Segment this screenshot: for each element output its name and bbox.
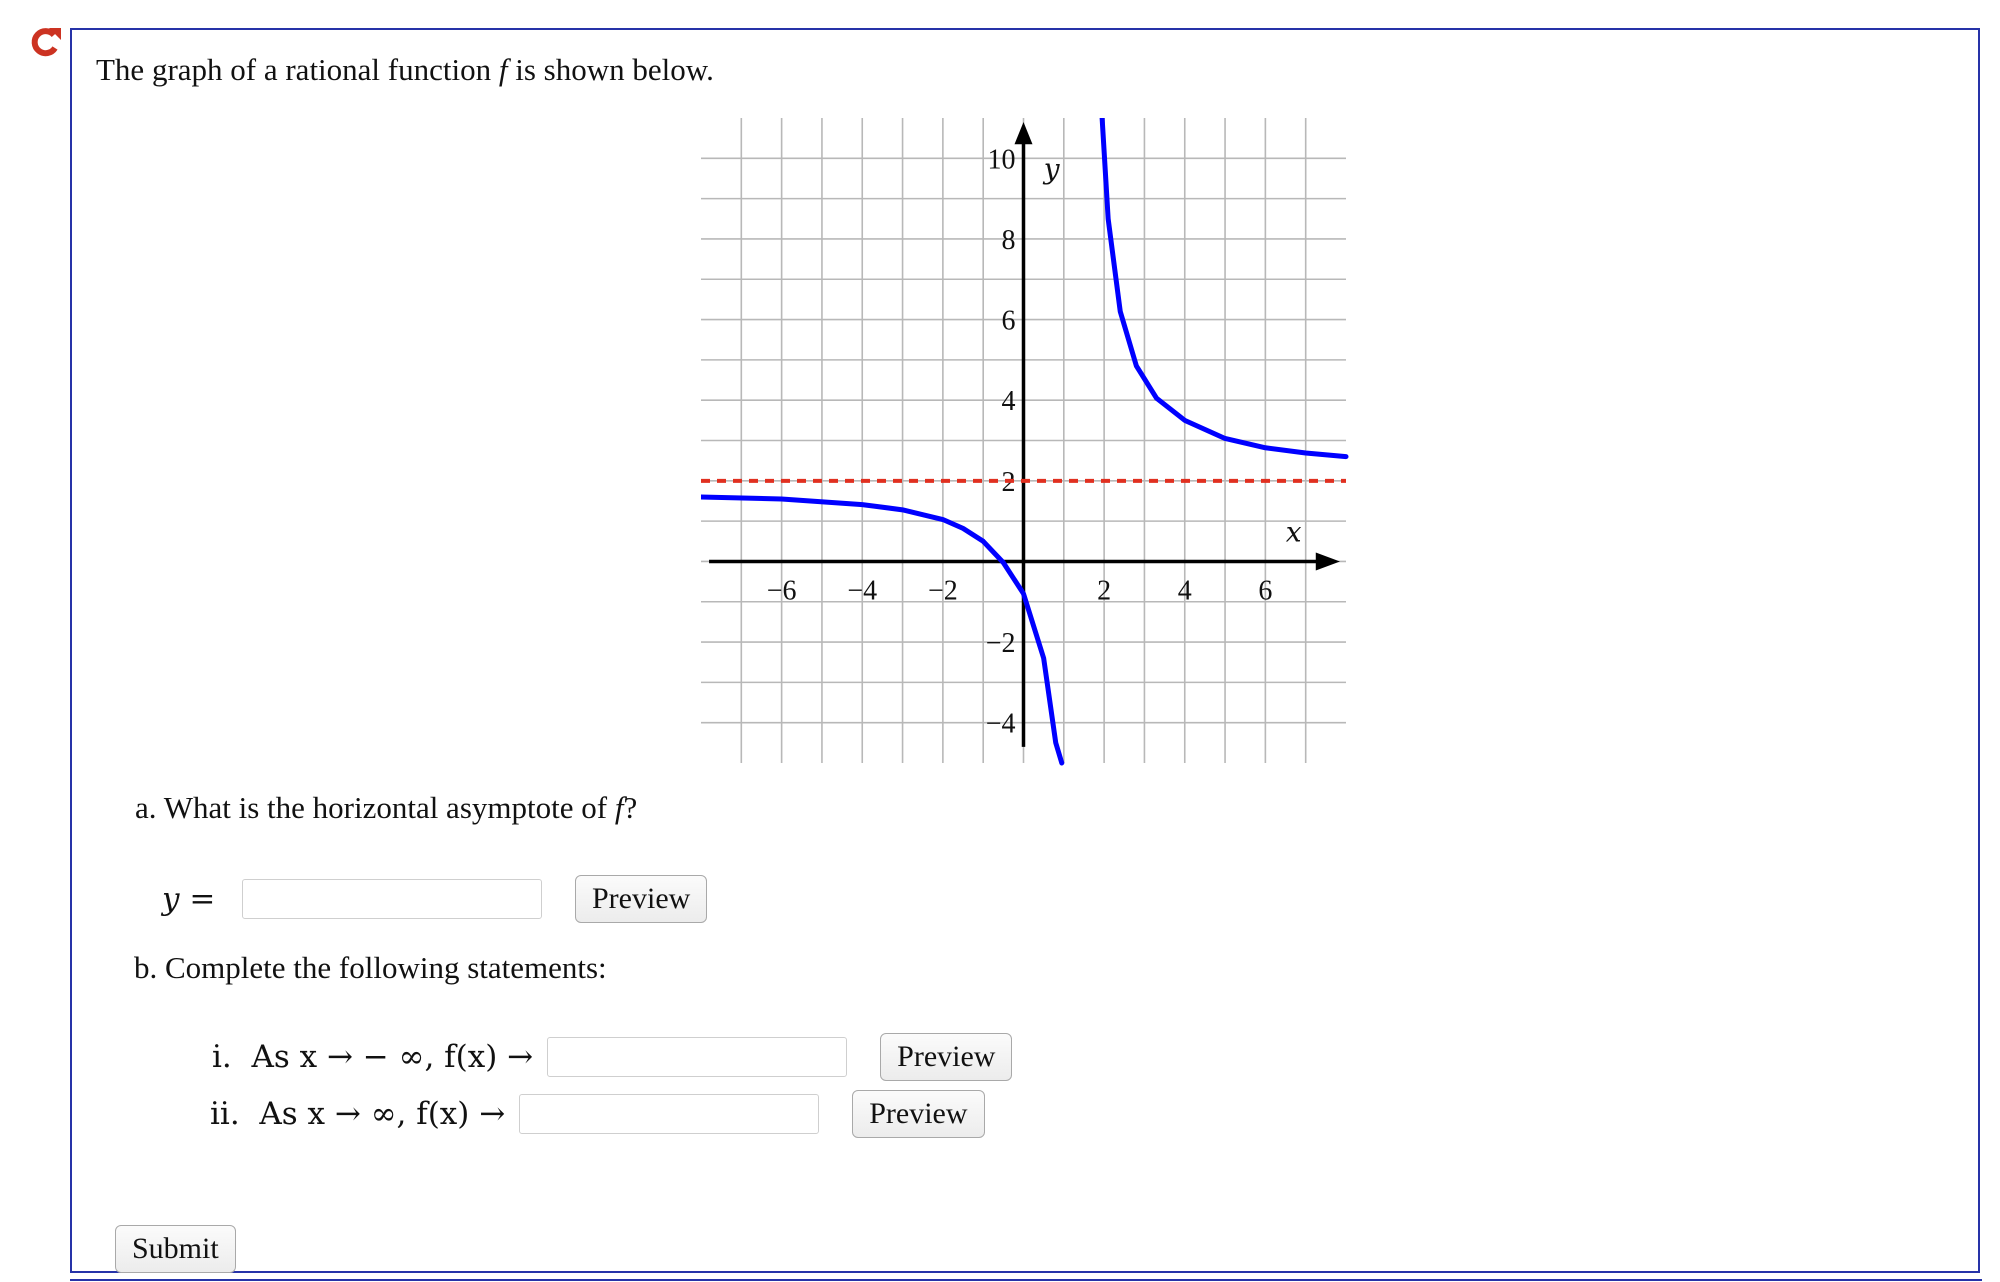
statement-i-input[interactable]: [547, 1037, 847, 1077]
x-axis-arrow-icon: [1316, 552, 1340, 570]
y-axis-label: y: [1043, 152, 1060, 186]
part-b-item-1: [212, 1033, 1012, 1081]
preview-button-b1[interactable]: Preview: [880, 1033, 1012, 1081]
y-tick-label: 2: [1001, 466, 1016, 498]
submit-button[interactable]: Submit: [115, 1225, 236, 1273]
x-tick-label: 2: [1097, 575, 1112, 607]
x-axis-label: x: [1285, 515, 1302, 549]
refresh-icon[interactable]: [28, 26, 62, 60]
y-tick-label: 10: [987, 144, 1016, 176]
part-a-answer-label: y =: [162, 881, 216, 917]
y-tick-label: −2: [985, 628, 1016, 660]
function-curve-branch-2: [1102, 118, 1346, 457]
part-a-question: a. What is the horizontal asymptote of f?: [135, 790, 638, 825]
statement-ii-label: ii. As x → ∞, f(x) →: [210, 1096, 506, 1132]
part-b-item-2: [210, 1090, 985, 1138]
part-b-question: b. Complete the following statements:: [134, 950, 607, 985]
x-tick-label: −4: [847, 575, 878, 607]
preview-button-b2[interactable]: Preview: [852, 1090, 984, 1138]
y-axis-arrow-icon: [1015, 122, 1033, 144]
statement-i-label: i. As x → − ∞, f(x) →: [212, 1039, 534, 1075]
question-card: [70, 28, 1980, 1273]
function-name: f: [498, 52, 508, 87]
question-text: The graph of a rational function f is shown below.: [96, 52, 714, 87]
y-tick-label: 6: [1001, 305, 1016, 337]
x-tick-label: −6: [766, 575, 797, 607]
x-tick-label: 6: [1258, 575, 1273, 607]
function-graph: [701, 118, 1391, 768]
card-bottom-rule: [70, 1279, 1982, 1281]
preview-button-a[interactable]: Preview: [575, 875, 707, 923]
statement-ii-input[interactable]: [519, 1094, 819, 1134]
x-tick-label: −2: [927, 575, 958, 607]
part-a-answer-row: [162, 875, 707, 923]
x-tick-label: 4: [1177, 575, 1192, 607]
asymptote-input[interactable]: [242, 879, 542, 919]
y-tick-label: 8: [1001, 224, 1016, 256]
y-tick-label: −4: [985, 708, 1016, 740]
y-tick-label: 4: [1001, 386, 1016, 418]
